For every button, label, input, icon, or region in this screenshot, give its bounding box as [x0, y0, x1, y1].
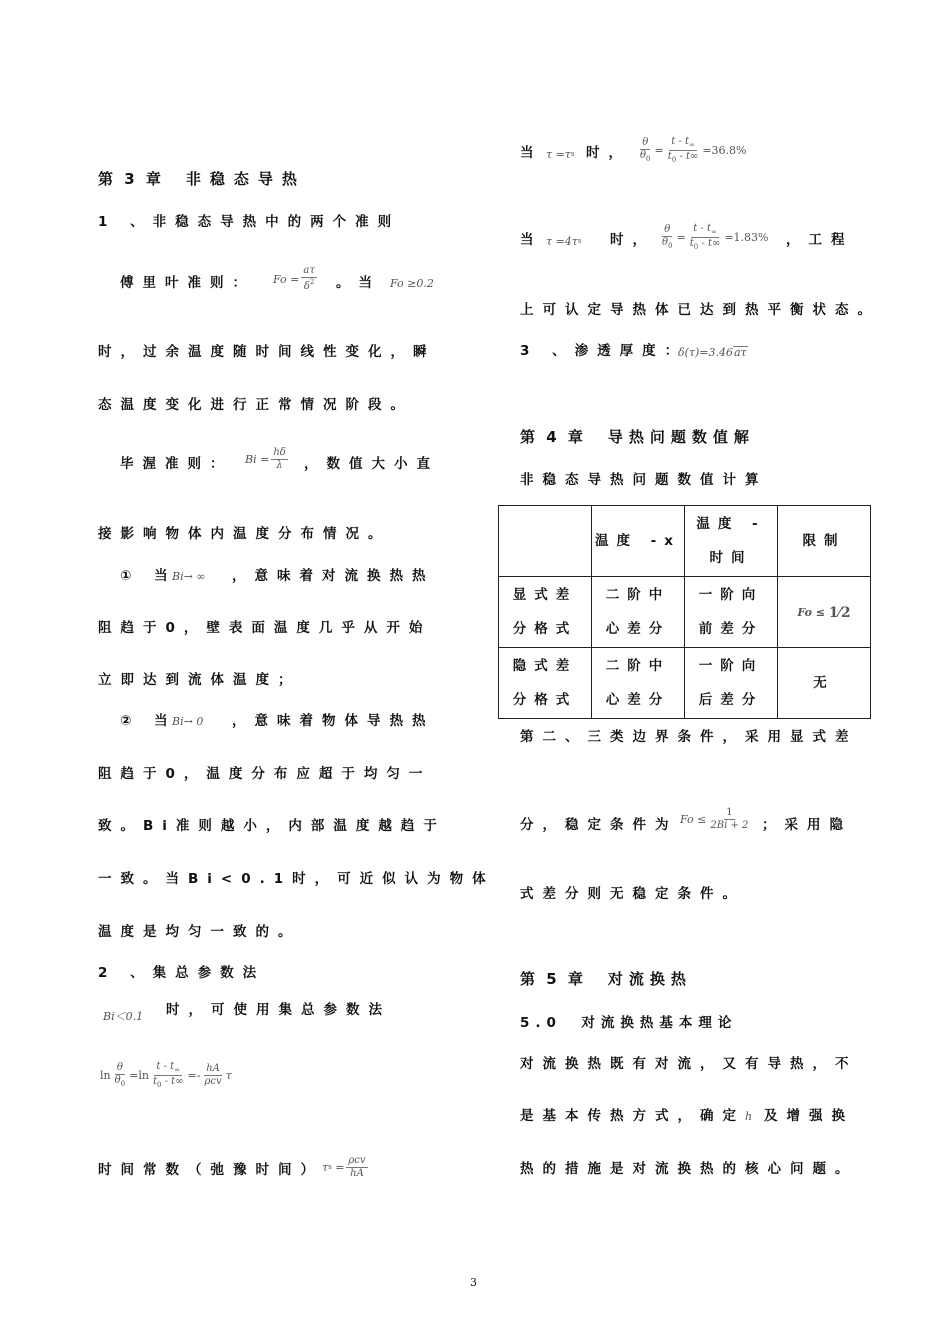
bc-line1: 第二、三类边界条件，采用显式差 [520, 729, 858, 745]
case2-tail: ，意味着物体导热热 [232, 713, 435, 729]
penetration-formula: δ(τ)=3.46 aτ [678, 345, 747, 359]
table-cell: 一阶向 前差分 [685, 577, 778, 648]
chapter3-number: 第 3 章 [98, 170, 164, 188]
chapter5-title [520, 968, 692, 990]
convection-para2-tail: 及增强换 [764, 1108, 854, 1124]
case1-line2: 阻趋于0，壁表面温度几乎从开始 [98, 620, 432, 636]
table-row [499, 577, 871, 648]
case1-line3: 立即达到流体温度； [98, 672, 301, 688]
table-cell: 温度 -x [592, 506, 685, 577]
table-cell: 二阶中 心差分 [592, 577, 685, 648]
fourier-label: 傅里叶准则： [120, 275, 255, 291]
case2-prefix: ② 当 [120, 713, 177, 729]
case2-formula: Bi→ 0 [172, 715, 204, 728]
time-constant-formula: τ s = $\frac{\text{ρcv}}{hA}$ [322, 1155, 366, 1179]
table-cell [499, 506, 592, 577]
section50-heading: 5.0 对流换热基本理论 [520, 1015, 738, 1031]
case2-line4: 一致。当Bi<0.1时，可近似认为物体 [98, 871, 495, 887]
fourier-condition: Fo ≥0.2 [390, 277, 434, 290]
r1-prefix: 当 [520, 145, 543, 161]
table-cell: 二阶中 心差分 [592, 648, 685, 719]
convection-para1: 对流换热既有对流，又有导热，不 [520, 1056, 858, 1072]
chapter4-name: 导热问题数值解 [607, 428, 755, 446]
lumped-formula: ln $\frac{\theta}{\theta_0}$ =ln $\frac{t - t_\infty}{t_0 - t\infty}$ =- $\frac{hA}{\text{ρcv}}$ τ [100, 1061, 232, 1089]
chapter4-title [520, 426, 755, 448]
case1-formula: Bi→ ∞ [172, 570, 206, 583]
r2-ratio: $\frac{\theta}{\theta_0}$ = $\frac{t - t_\infty}{t_0 - t\infty}$ =1.83% [662, 223, 769, 251]
table-row [499, 648, 871, 719]
lumped-condition: Bi＜0.1 [103, 1010, 144, 1023]
r2-prefix: 当 [520, 232, 543, 248]
numerical-scheme-table [498, 505, 871, 719]
h-symbol: h [745, 1110, 753, 1123]
bc-line2-prefix: 分，稳定条件为 [520, 817, 678, 833]
section1-heading: 1 、非稳态导热中的两个准则 [98, 214, 401, 230]
r2-tau: τ =4τ s [546, 235, 582, 248]
fourier-formula: Fo = $\frac{a\tau}{\delta^2}$ [273, 265, 315, 292]
bc-line2-tail: ；采用隐 [762, 817, 852, 833]
r1-ratio: $\frac{\theta}{\theta_0}$ = $\frac{t - t_\infty}{t_0 - t\infty}$ =36.8% [640, 136, 747, 164]
biot-formula: Bi = $\frac{h\delta}{\lambda}$ [245, 447, 286, 471]
stability-formula: Fo ≤ $\frac{1}{2Bi + 2}$ [680, 807, 749, 831]
r2-when: 时， [610, 232, 655, 248]
section3-heading: 3 、渗透厚度： [520, 343, 688, 359]
chapter3-title [98, 168, 306, 190]
table-cell: 一阶向 后差分 [685, 648, 778, 719]
case1-prefix: ① 当 [120, 568, 177, 584]
table-cell: 限制 [778, 506, 871, 577]
case2-line5: 温度是均匀一致的。 [98, 924, 301, 940]
case2-line3: 致。Bi准则越小，内部温度越趋于 [98, 818, 446, 834]
table-cell: 隐式差 分格式 [499, 648, 592, 719]
chapter4-subtitle: 非稳态导热问题数值计算 [520, 472, 768, 488]
fourier-when: 。当 [336, 275, 381, 291]
table-cell: 无 [778, 648, 871, 719]
fourier-line3: 态温度变化进行正常情况阶段。 [98, 397, 413, 413]
convection-para3: 热的措施是对流换热的核心问题。 [520, 1161, 858, 1177]
bc-line3: 式差分则无稳定条件。 [520, 886, 745, 902]
r3-line: 上可认定导热体已达到热平衡状态。 [520, 302, 880, 318]
biot-line2: 接影响物体内温度分布情况。 [98, 526, 391, 542]
biot-tail: ，数值大小直 [304, 456, 439, 472]
section2-heading: 2 、集总参数法 [98, 965, 266, 981]
lumped-tail: 时，可使用集总参数法 [166, 1002, 391, 1018]
table-cell-stability: Fo ≤ 1⁄2 [778, 577, 871, 648]
r2-tail: ，工程 [786, 232, 854, 248]
chapter4-number: 第 4 章 [520, 428, 586, 446]
page-number: 3 [470, 1276, 477, 1289]
r1-tau: τ =τ s [546, 148, 575, 161]
chapter5-number: 第 5 章 [520, 970, 586, 988]
chapter3-name: 非稳态导热 [185, 170, 306, 188]
convection-para2-prefix: 是基本传热方式，确定 [520, 1108, 745, 1124]
chapter5-name: 对流换热 [607, 970, 692, 988]
table-cell: 显式差 分格式 [499, 577, 592, 648]
table-row [499, 506, 871, 577]
fourier-line2: 时，过余温度随时间线性变化，瞬 [98, 344, 436, 360]
r1-when: 时， [586, 145, 631, 161]
case1-tail: ，意味着对流换热热 [232, 568, 435, 584]
biot-label: 毕渥准则： [120, 456, 233, 472]
table-cell: 温度 - 时间 [685, 506, 778, 577]
case2-line2: 阻趋于0，温度分布应超于均匀一 [98, 766, 432, 782]
time-constant-label: 时间常数（弛豫时间） [98, 1162, 323, 1178]
